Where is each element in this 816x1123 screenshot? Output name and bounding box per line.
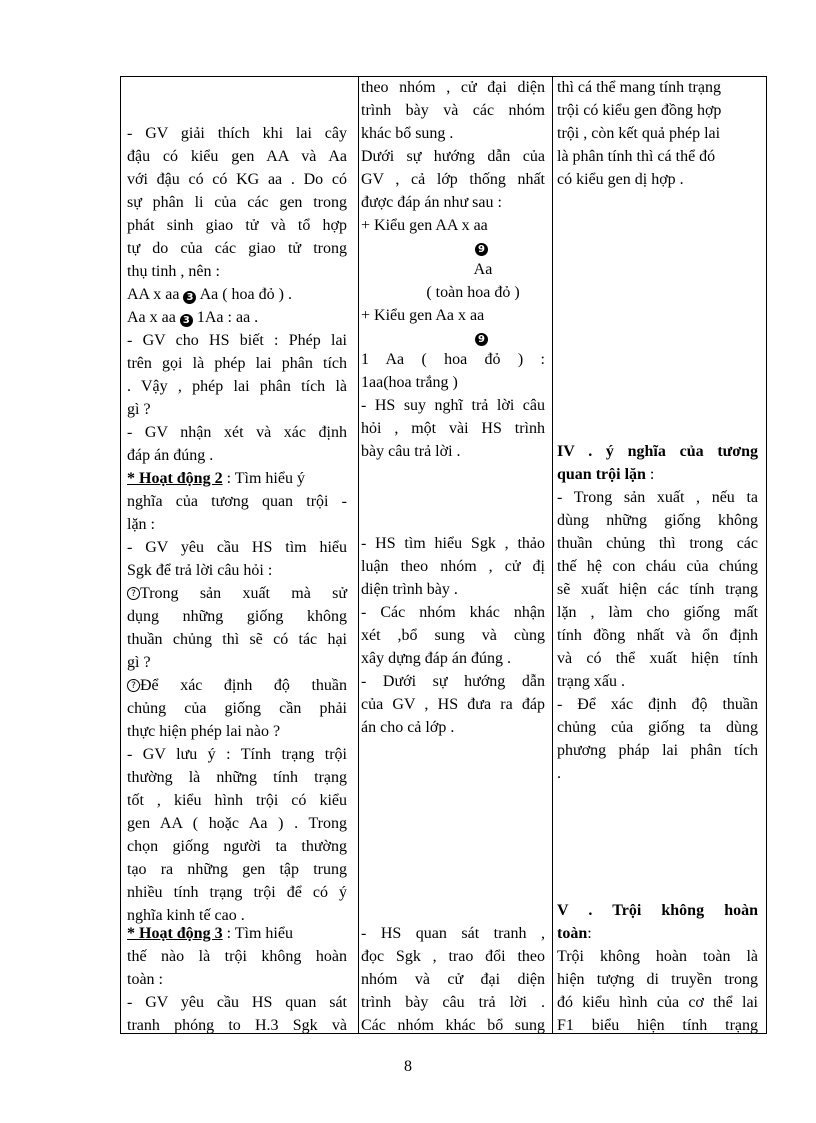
cross-parents: AA x aa xyxy=(127,286,180,303)
result-genotype: Aa xyxy=(473,261,493,278)
text-line: tạo ra những gen tập trung xyxy=(127,861,347,878)
text-line: phương pháp lai phân tích xyxy=(557,742,758,759)
section-5-colon: : xyxy=(587,925,592,942)
text-line: nghĩa kinh tế cao . xyxy=(127,907,245,924)
text-line: tính đồng nhất và ổn định xyxy=(557,627,758,644)
text-line: sẽ xuất hiện các tính trạng xyxy=(557,581,758,598)
text-line: Sgk để trả lời câu hỏi : xyxy=(127,562,273,579)
text-line: trội có kiểu gen đồng hợp xyxy=(557,102,722,119)
text-line: thực hiện phép lai nào ? xyxy=(127,723,281,740)
text-line: đậu có kiểu gen AA và Aa xyxy=(127,148,347,165)
text-line: nghĩa của tương quan trội - xyxy=(127,493,347,510)
text-line: lặn , làm cho giống mất xyxy=(557,604,758,621)
text-line: + Kiểu gen AA x aa xyxy=(361,217,488,234)
text-line: Trội không hoàn toàn là xyxy=(557,948,758,965)
text-line: - Các nhóm khác nhận xyxy=(361,604,545,621)
text-line: - GV giải thích khi lai cây xyxy=(127,125,347,142)
text-line: trình bày và các nhóm xyxy=(361,102,545,119)
section-5-heading: V . Trội không hoàn xyxy=(557,902,758,919)
text-line: thuần chủng thì sẽ có tác hại xyxy=(127,631,347,648)
text-line: chủng của giống cần phải xyxy=(127,700,347,717)
section-4-heading: IV . ý nghĩa của tương xyxy=(557,443,758,460)
text-line: và có thể xuất hiện tính xyxy=(557,650,758,667)
text-line: F1 biểu hiện tính trạng xyxy=(557,1017,758,1034)
question-2 xyxy=(127,677,347,695)
text-line: tự do của các giao tử trong xyxy=(127,240,347,257)
text-line: trạng xấu . xyxy=(557,673,625,690)
text-line: có kiểu gen dị hợp . xyxy=(557,171,684,188)
text-line: phát sinh giao tử và tổ hợp xyxy=(127,217,347,234)
text-line: hiện tượng di truyền trong xyxy=(557,971,758,988)
text-line: . xyxy=(557,765,561,782)
column-divider-2 xyxy=(552,77,553,1033)
section-4-heading-line-2 xyxy=(557,466,654,484)
text-line: GV , cả lớp thống nhất xyxy=(361,171,545,188)
cross-aa-line-2 xyxy=(127,309,258,327)
text-line: bày câu trả lời . xyxy=(361,443,461,460)
text-line: chọn giống người ta thường xyxy=(127,838,347,855)
text-line: - GV nhận xét và xác định xyxy=(127,424,347,441)
text-line: hỏi , một vài HS trình xyxy=(361,420,545,437)
text-line: đọc Sgk , trao đổi theo xyxy=(361,948,545,965)
text-line: thế hệ con cháu của chúng xyxy=(557,558,758,575)
text-line: xây dựng đáp án đúng . xyxy=(361,650,511,667)
text-line: sự phân li của các gen trong xyxy=(127,194,347,211)
section-5-title: toàn xyxy=(557,925,588,942)
text-line: 1aa(hoa trắng ) xyxy=(361,374,458,391)
arrow-bullet-icon: 3 xyxy=(180,314,193,327)
text-line: 1 Aa ( hoa đỏ ) : xyxy=(361,351,545,368)
text-line: - HS tìm hiểu Sgk , thảo xyxy=(361,535,545,552)
text-line: - HS quan sát tranh , xyxy=(361,925,545,942)
text-line: thế nào là trội không hoàn xyxy=(127,948,347,965)
text-line: với đậu có có KG aa . Do có xyxy=(127,171,347,188)
arrow-bullet-icon: 3 xyxy=(183,291,196,304)
text-line: diện trình bày . xyxy=(361,581,458,598)
text-line: thường là những tính trạng xyxy=(127,769,347,786)
text-line: - GV lưu ý : Tính trạng trội xyxy=(127,746,347,763)
column-divider-1 xyxy=(358,77,359,1033)
activity-3-heading xyxy=(127,925,293,943)
text-line: gì ? xyxy=(127,654,151,671)
text-line: Trong sản xuất mà sử xyxy=(140,585,347,602)
question-1 xyxy=(127,585,347,603)
text-line: - GV cho HS biết : Phép lai xyxy=(127,332,347,349)
text-line: lặn : xyxy=(127,516,155,533)
activity-3-title: : Tìm hiểu xyxy=(226,925,293,942)
cross-aa-line xyxy=(127,286,292,304)
arrow-line xyxy=(475,328,488,346)
result-phenotype: ( toàn hoa đỏ ) xyxy=(426,284,520,301)
text-line: án cho cả lớp . xyxy=(361,719,455,736)
text-line: thuần chủng thì trong các xyxy=(557,535,758,552)
text-line: tranh phóng to H.3 Sgk và xyxy=(127,1017,347,1034)
activity-2-label: * Hoạt động 2 xyxy=(127,470,223,487)
question-circle-icon: ? xyxy=(127,679,140,692)
text-line: toàn : xyxy=(127,971,163,988)
text-line: đó kiểu hình của cơ thể lai xyxy=(557,994,758,1011)
activity-2-heading xyxy=(127,470,305,488)
text-line: . Vậy , phép lai phân tích là xyxy=(127,378,347,395)
text-line: trình bày câu trả lời . xyxy=(361,994,545,1011)
text-line: - Để xác định độ thuần xyxy=(557,696,758,713)
arrow-line xyxy=(475,238,488,256)
activity-2-title: : Tìm hiểu ý xyxy=(226,470,305,487)
section-4-title: quan trội lặn xyxy=(557,466,646,483)
text-line: nhiều tính trạng trội để có ý xyxy=(127,884,347,901)
text-line: - HS suy nghĩ trả lời câu xyxy=(361,397,545,414)
text-line: - GV yêu cầu HS quan sát xyxy=(127,994,347,1011)
text-line: xét ,bổ sung và cùng xyxy=(361,627,545,644)
text-line: thì cá thể mang tính trạng xyxy=(557,79,721,96)
text-line: đáp án đúng . xyxy=(127,447,214,464)
text-line: của GV , HS đưa ra đáp xyxy=(361,696,545,713)
text-line: Để xác định độ thuần xyxy=(140,677,347,694)
text-line: trội , còn kết quả phép lai xyxy=(557,125,721,142)
question-circle-icon: ? xyxy=(127,587,140,600)
cross-result: 1Aa : aa . xyxy=(196,309,259,326)
text-line: thụ tinh , nên : xyxy=(127,263,220,280)
text-line: - Dưới sự hướng dẫn xyxy=(361,673,545,690)
text-line: - Trong sản xuất , nếu ta xyxy=(557,489,758,506)
text-line: luận theo nhóm , cử đị xyxy=(361,558,545,575)
text-line: theo nhóm , cử đại diện xyxy=(361,79,545,96)
text-line: Dưới sự hướng dẫn của xyxy=(361,148,545,165)
text-line: gen AA ( hoặc Aa ) . Trong xyxy=(127,815,347,832)
text-line: là phân tính thì cá thể đó xyxy=(557,148,716,165)
activity-3-label: * Hoạt động 3 xyxy=(127,925,223,942)
text-line: được đáp án như sau : xyxy=(361,194,502,211)
text-line: dùng những giống không xyxy=(557,512,758,529)
cross-parents: Aa x aa xyxy=(127,309,176,326)
page-number: 8 xyxy=(404,1058,412,1075)
section-4-colon: : xyxy=(645,466,655,483)
text-line: trên gọi là phép lai phân tích xyxy=(127,355,347,372)
text-line: + Kiểu gen Aa x aa xyxy=(361,307,485,324)
text-line: dụng những giống không xyxy=(127,608,347,625)
text-line: gì ? xyxy=(127,401,151,418)
arrow-bullet-icon: 9 xyxy=(475,243,488,256)
text-line: khác bổ sung . xyxy=(361,125,454,142)
text-line: - GV yêu cầu HS tìm hiểu xyxy=(127,539,347,556)
text-line: chủng của giống ta dùng xyxy=(557,719,758,736)
cross-result: Aa ( hoa đỏ ) . xyxy=(199,286,292,303)
arrow-bullet-icon: 9 xyxy=(475,333,488,346)
text-line: nhóm và cử đại diện xyxy=(361,971,545,988)
text-line: Các nhóm khác bổ sung xyxy=(361,1017,545,1034)
text-line: tốt , kiểu hình trội có kiểu xyxy=(127,792,347,809)
section-5-heading-line-2 xyxy=(557,925,592,943)
